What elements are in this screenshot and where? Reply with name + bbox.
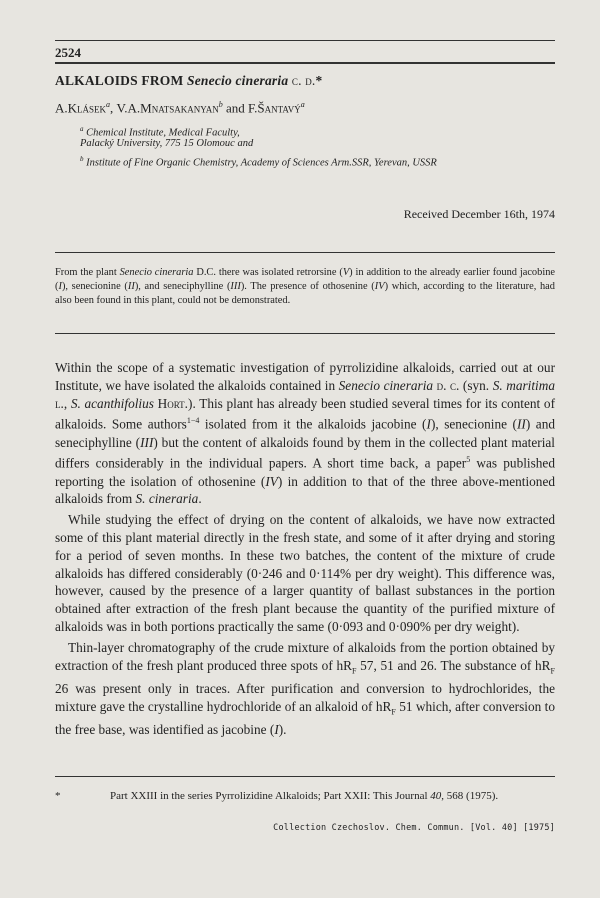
footnote-rule bbox=[55, 776, 555, 777]
abstract-top-rule bbox=[55, 252, 555, 253]
journal-footer: Collection Czechoslov. Chem. Commun. [Vol. 40] [1975] bbox=[273, 823, 555, 833]
received-date: Received December 16th, 1974 bbox=[403, 207, 555, 221]
abstract: From the plant Senecio cineraria D.C. there was isolated retrorsine (V) in addition to the already earlier found jacobine (I), senecionine (II), and seneciphylline (III). The presence of othosenine (IV) which, according to the literature, had also been found in this plant, could not be demonstrated. bbox=[55, 267, 556, 306]
top-rule bbox=[55, 40, 555, 41]
header-rule bbox=[55, 62, 555, 64]
page-number: 2524 bbox=[55, 45, 81, 60]
author-name: F.Šantavý bbox=[247, 100, 301, 116]
author-list: A.Klásek$^a$, V.A.Mnatsakanyan$^b$ and F.Šantavý$^a$ bbox=[55, 100, 305, 116]
author-name: V.A.Mnatsakanyan bbox=[116, 100, 219, 116]
paragraph-2: While studying the effect of drying on the content of alkaloids, we have now extracted some of this plant material directly in the fresh state, and some of it after drying and storing for a period of seven months. In these two batches, the content of the mixture of crude alkaloids has differed considerably (0·246 and 0·114% per dry weight). This difference was, however, caused by the presence of a larger quantity of ballast substances in the portion obtained after extraction of the fresh plant because the quantity of the purified mixture of alkaloids was in both portions practically the same (0·093 and 0·090% per dry weight). bbox=[55, 512, 555, 634]
affiliation-b: $^b$ Institute of Fine Organic Chemistry, Academy of Sciences Arm.SSR, Yerevan, USSR bbox=[80, 155, 437, 169]
affiliation-a: $^a$ Chemical Institute, Medical Faculty, bbox=[80, 125, 240, 139]
abstract-bottom-rule bbox=[55, 333, 555, 334]
paragraph-1: Within the scope of a systematic investigation of pyrrolizidine alkaloids, carried out at our Institute, we have isolated the alkaloids contained in Senecio cineraria d. c. (syn. S. maritima l., S. acanthifolius Hort.). This plant has already been studied several times for its content of alkaloids. Some authors$^{1-4}$ isolated from it the alkaloids jacobine (I), senecionine (II) and seneciphylline (III) but the content of alkaloids found by them in the collected plant material differs considerably in the individual papers. A short time back, a paper$^5$ was published reporting the isolation of othosenine (IV) in addition to that of the three above-mentioned alkaloids from S. cineraria. bbox=[55, 360, 555, 507]
author-name: A.Klásek bbox=[55, 100, 107, 116]
article-body bbox=[55, 359, 555, 742]
article-title: ALKALOIDS FROM Senecio cineraria c. d.* bbox=[55, 73, 323, 88]
footnote: * Part XXIII in the series Pyrrolizidine Alkaloids; Part XXII: This Journal 40, 568 (1975). bbox=[55, 790, 499, 802]
affiliation-a-line2: Palacký University, 775 15 Olomouc and bbox=[80, 138, 254, 149]
paragraph-3: Thin-layer chromatography of the crude mixture of alkaloids from the portion obtained by extraction of the fresh plant produced three spots of $hR_F$ 57, 51 and 26. The substance of $hR_F$ 26 was present only in traces. After purification and conversion to hydrochlorides, the mixture gave the crystalline hydrochloride of an alkaloid of $hR_F$ 51 which, after conversion to the free base, was identified as jacobine (I). bbox=[55, 639, 555, 738]
